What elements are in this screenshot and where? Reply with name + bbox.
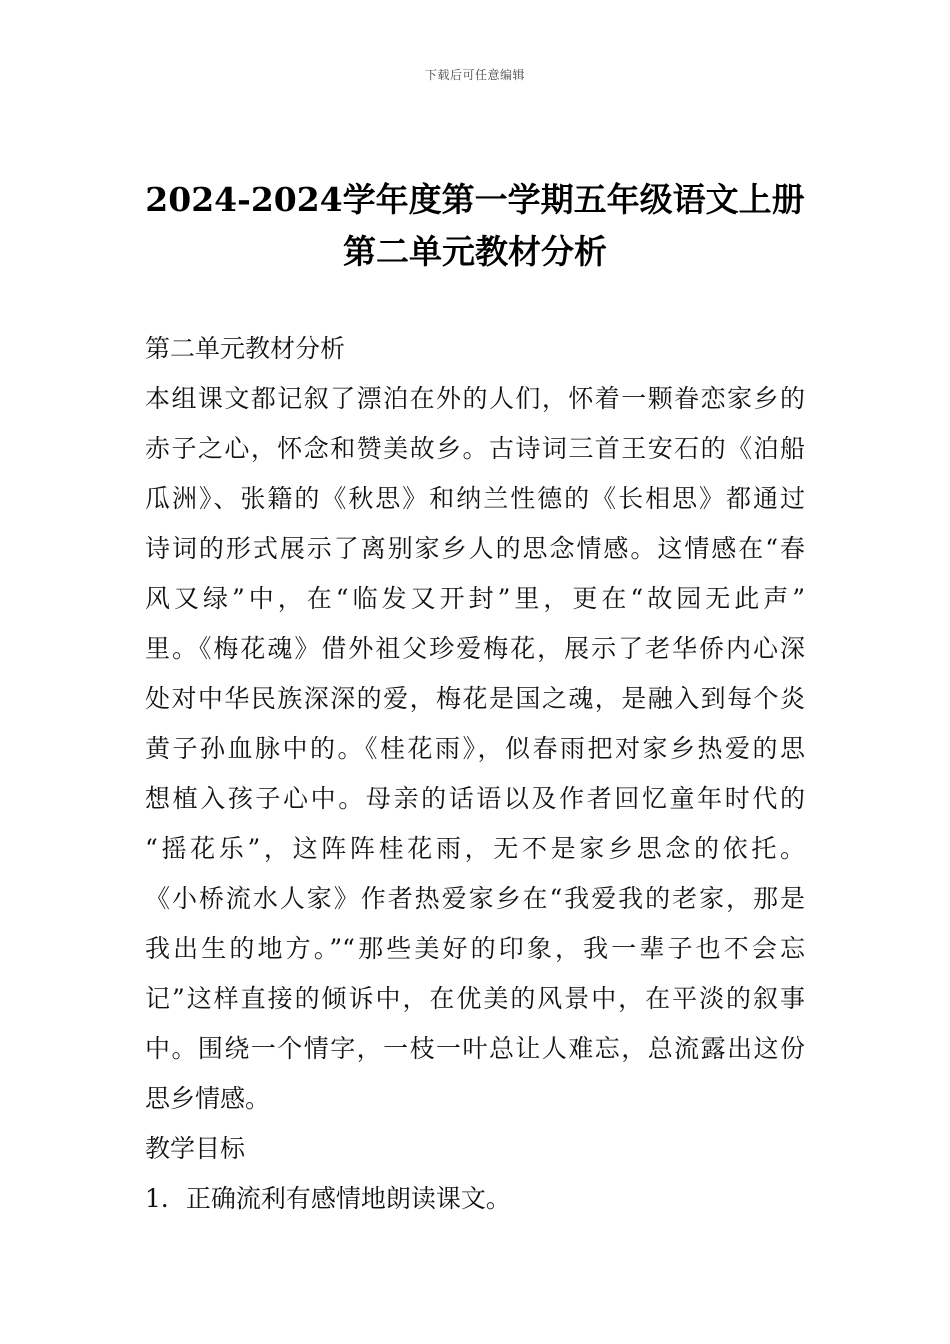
paragraph-line: 《小桥流水人家》作者热爱家乡在“我爱我的老家，那是 bbox=[145, 884, 805, 913]
paragraph-line: 风又绿”中，在“临发又开封”里，更在“故园无此声” bbox=[145, 584, 805, 613]
paragraph-line: “摇花乐”，这阵阵桂花雨，无不是家乡思念的依托。 bbox=[145, 834, 805, 863]
paragraph-line: 处对中华民族深深的爱，梅花是国之魂，是融入到每个炎 bbox=[145, 684, 805, 713]
paragraph-line: 思乡情感。 bbox=[145, 1084, 271, 1113]
paragraph-line: 中。围绕一个情字，一枝一叶总让人难忘，总流露出这份 bbox=[145, 1034, 805, 1063]
title-line-2: 第二单元教材分析 bbox=[343, 232, 607, 271]
paragraph-line: 瓜洲》、张籍的《秋思》和纳兰性德的《长相思》都通过 bbox=[145, 484, 805, 513]
goal-item-1: 1．正确流利有感情地朗读课文。 bbox=[145, 1184, 511, 1213]
document-title bbox=[80, 174, 870, 278]
header-note: 下载后可任意编辑 bbox=[424, 68, 525, 82]
paragraph-line: 本组课文都记叙了漂泊在外的人们，怀着一颗眷恋家乡的 bbox=[145, 384, 805, 413]
goals-heading: 教学目标 bbox=[145, 1134, 246, 1163]
paragraph-line: 诗词的形式展示了离别家乡人的思念情感。这情感在“春 bbox=[145, 534, 805, 563]
paragraph-line: 记”这样直接的倾诉中，在优美的风景中，在平淡的叙事 bbox=[145, 984, 805, 1013]
paragraph-line: 里。《梅花魂》借外祖父珍爱梅花，展示了老华侨内心深 bbox=[145, 634, 805, 663]
paragraph-line: 想植入孩子心中。母亲的话语以及作者回忆童年时代的 bbox=[145, 784, 805, 813]
title-line-1: 2024-2024学年度第一学期五年级语文上册 bbox=[145, 180, 805, 219]
section-heading: 第二单元教材分析 bbox=[145, 334, 346, 363]
paragraph-line: 黄子孙血脉中的。《桂花雨》，似春雨把对家乡热爱的思 bbox=[145, 734, 805, 763]
document-body bbox=[145, 324, 805, 1224]
paragraph-line: 我出生的地方。”“那些美好的印象，我一辈子也不会忘 bbox=[145, 934, 805, 963]
paragraph-line: 赤子之心，怀念和赞美故乡。古诗词三首王安石的《泊船 bbox=[145, 434, 805, 463]
